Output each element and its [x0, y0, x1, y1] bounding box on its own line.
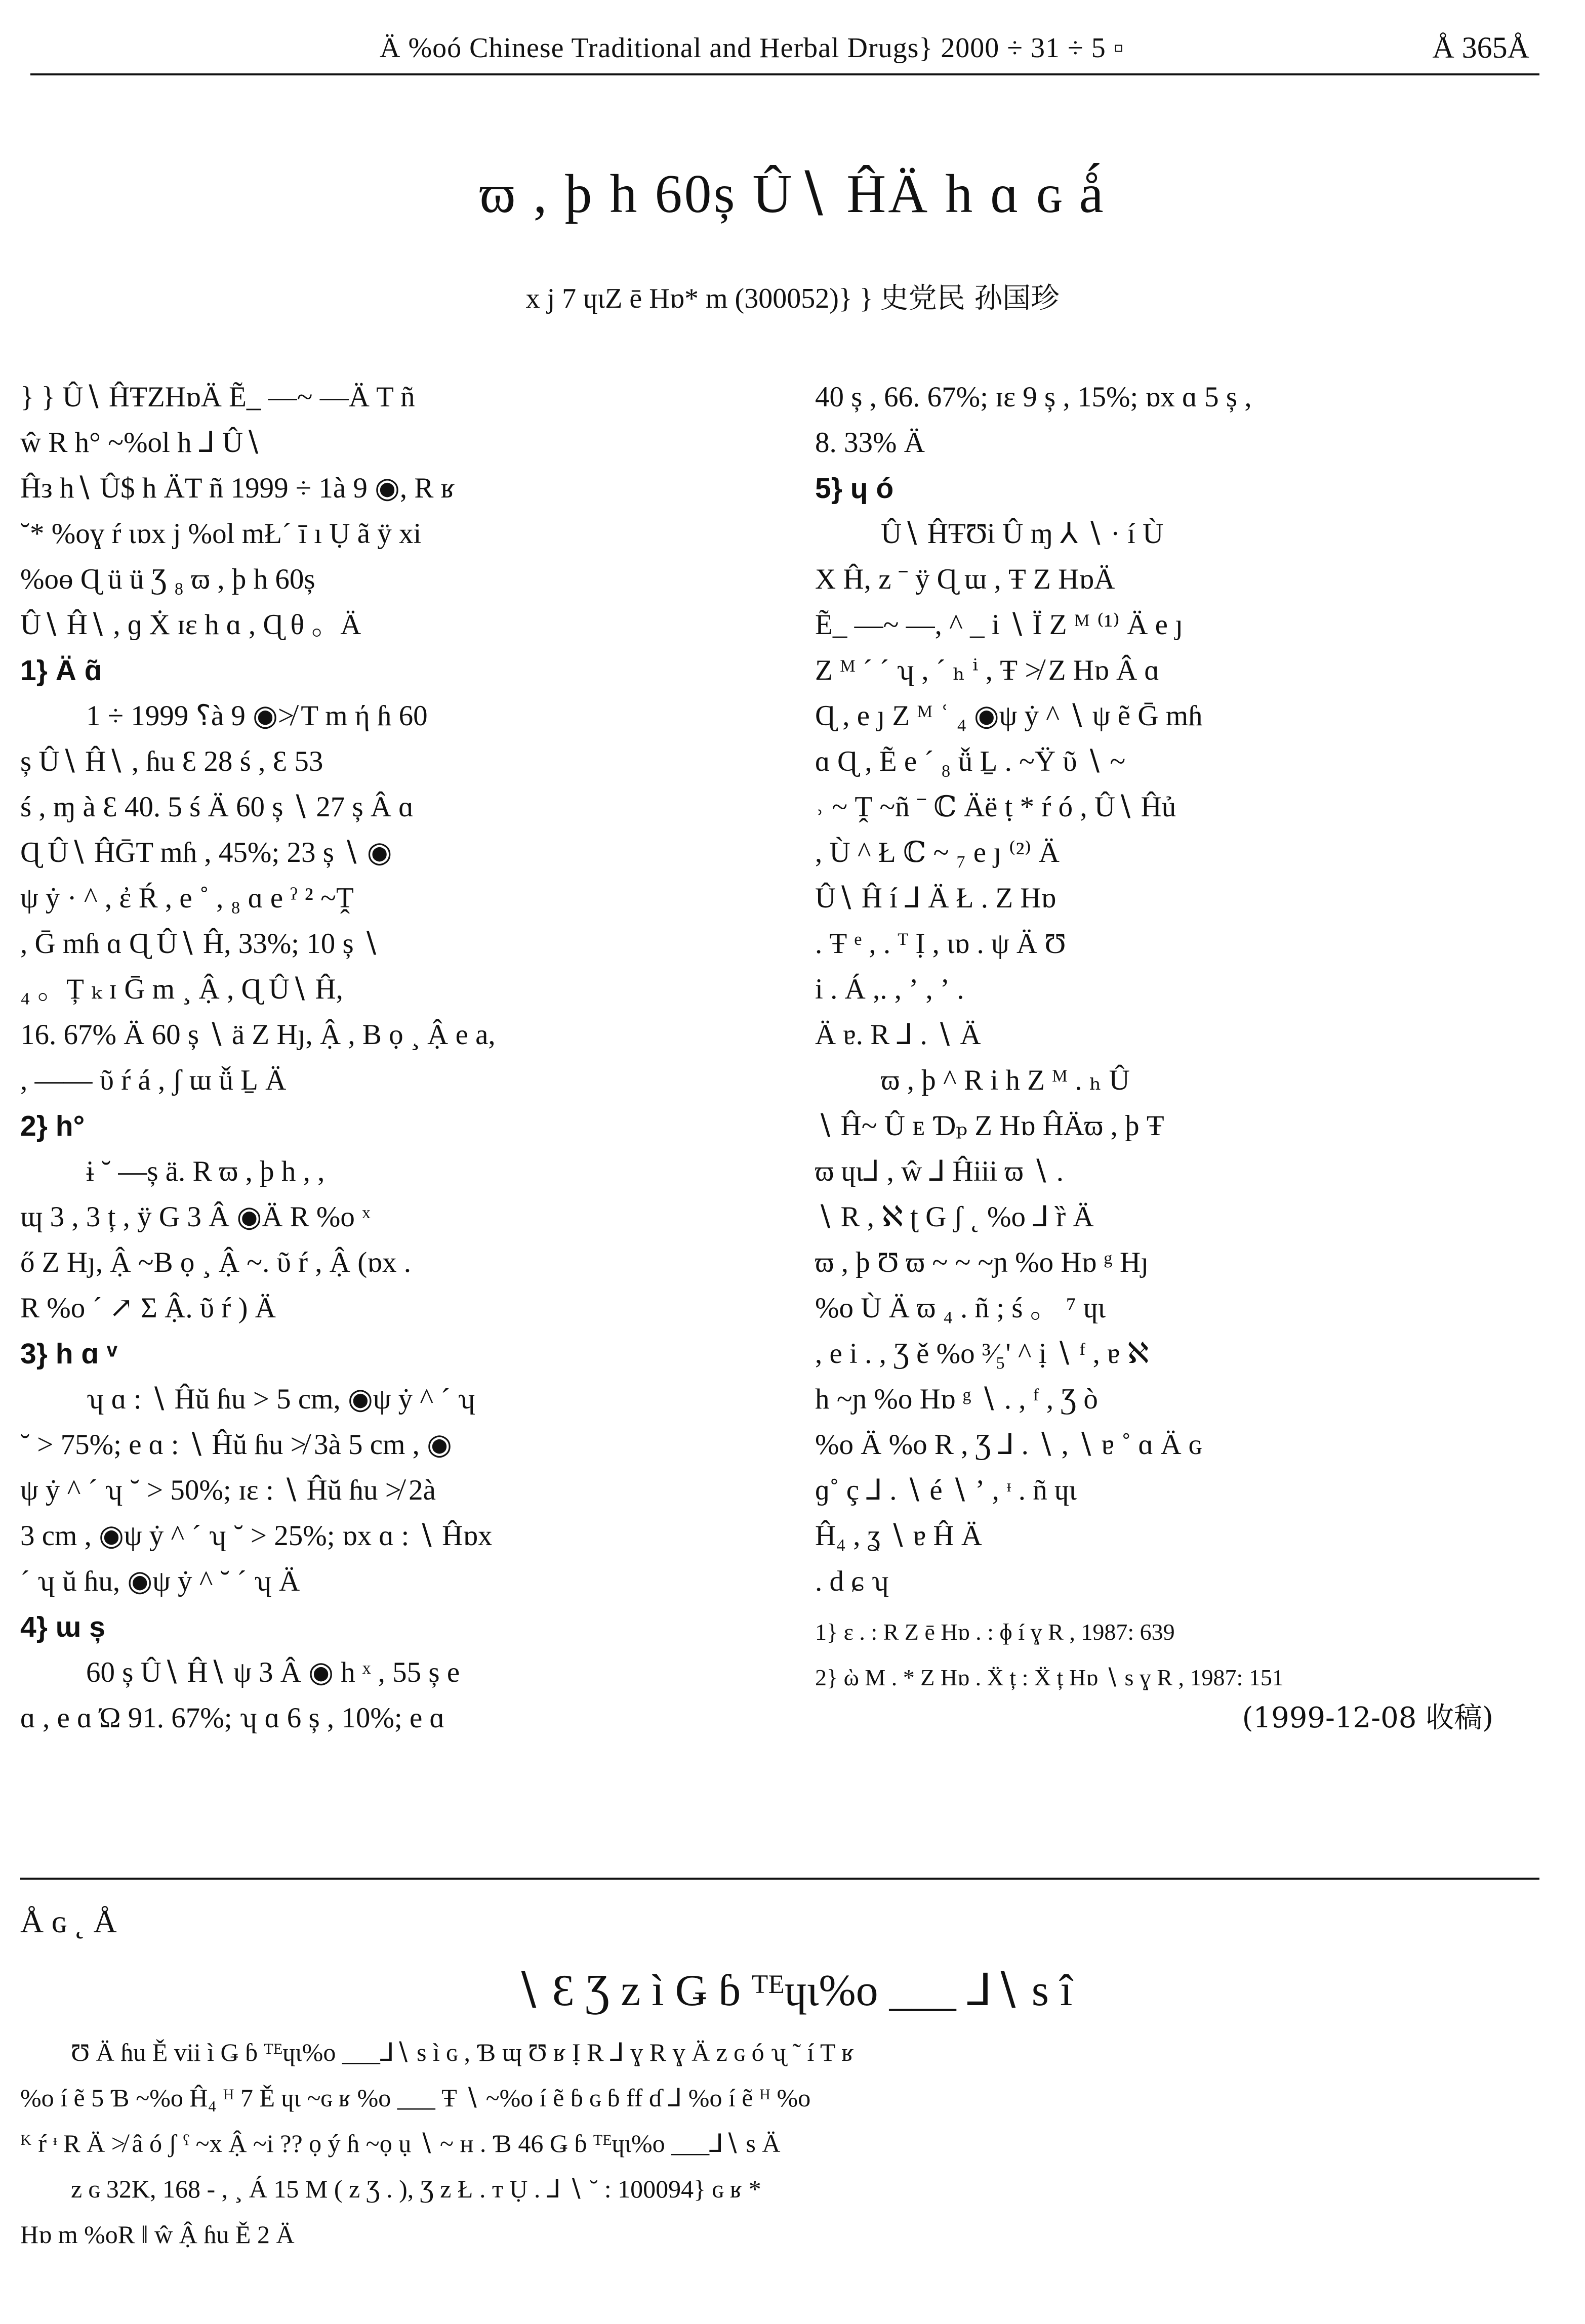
- left-column-line: ś , ɱ à Ɛ 40. 5 ś Ä 60 ș ∖ 27 ș Â ɑ: [20, 791, 414, 823]
- page-number: Å 365Å: [1432, 31, 1529, 64]
- right-column-line: %o Ä %o R , Ʒ ⅃ . ∖ , ∖ ɐ ˚ ɑ Ä ɢ: [815, 1429, 1202, 1461]
- left-column-line: 3 cm , ◉ψ ẏ ^ ´ ʮ ˘ > 25%; ɒx ɑ : ∖ Ĥɒx: [20, 1520, 493, 1552]
- notice-body-line: Ʊ Ä ɦu Ě vii ì Ǥ ɓ ᵀᴱɥɩ%o ___⅃∖ s ì ɢ , Ɓ ɰ Ʊ ʁ Ị R ⅃ ɣ R ɣ Ä z ɢ ó ʯ ˜ í T ʁ: [71, 2038, 854, 2066]
- article-title: ϖ , þ h 60ș Û∖ ĤÄ h ɑ ɢ ǻ: [479, 164, 1106, 224]
- right-column-line: ϖ ɥɩ⅃ , ŵ ⅃ Ĥiii ϖ ∖ .: [815, 1155, 1064, 1187]
- left-column-line: ˘ > 75%; e ɑ : ∖ Ĥŭ ɦu ≯ 3à 5 cm , ◉: [20, 1429, 452, 1461]
- right-column-heading: 5} ɥ ó: [815, 472, 894, 505]
- notice-body-line: Hɒ m %oR ǁ ŵ Ậ ɦu Ě 2 Ä: [20, 2220, 295, 2249]
- left-column-line: ʮ ɑ : ∖ Ĥŭ ɦu > 5 cm, ◉ψ ẏ ^ ´ ʮ: [86, 1383, 476, 1415]
- right-column-reference: 1} ɛ . : R Z ē Hɒ . : ɸ í ɣ R , 1987: 639: [815, 1619, 1175, 1645]
- left-column-line: ɰ 3 , 3 ț , ÿ G 3 Â ◉Ä R %o ˣ: [20, 1201, 371, 1233]
- right-column-line: Z ᴹ ´ ´ ʮ , ´ ₕ ⁱ , Ŧ ≯ Z Hɒ Â ɑ: [815, 654, 1160, 686]
- left-column-line: Û∖ Ĥ∖ , ɡ Ẋ ɪɛ h ɑ , Ɋ θ 。Ä: [20, 609, 361, 641]
- right-column: [815, 375, 1554, 1741]
- left-column-heading: 2} h°: [20, 1110, 85, 1142]
- affiliation: x j 7 ɥɩZ ē Hɒ* m (300052)} }: [525, 283, 873, 314]
- right-column-line: . d ɕ ʮ: [815, 1565, 889, 1597]
- left-column-line: ˘* %oɣ ŕ ɩɒx j %ol mŁ´ ī ı Ụ ã ÿ xi: [20, 518, 422, 550]
- author-names: 史党民 孙国珍: [880, 282, 1060, 315]
- left-column-line: 60 ș Û∖ Ĥ∖ ψ 3 Â ◉ h ˣ , 55 ș e: [86, 1656, 460, 1688]
- left-column-line: ₄ 。Ț ₖ ɪ Ḡ m ¸ Ậ , Ɋ Û∖ Ĥ,: [20, 973, 343, 1005]
- left-column-line: ؟ 1999 ÷ 1à 9 ◉≯ T m ή ɦ 60: [86, 700, 428, 732]
- left-column-line: ɑ , e ɑ Ώ 91. 67%; ʮ ɑ 6 ș , 10%; e ɑ: [20, 1702, 445, 1734]
- section-divider: [20, 1878, 1539, 1880]
- author-line: [202, 276, 1383, 316]
- left-column-heading: 3} h ɑ ᵛ: [20, 1338, 117, 1370]
- left-column-line: , Ḡ mɦ ɑ Ɋ Û∖ Ĥ, 33%; 10 ș ∖: [20, 928, 380, 960]
- left-column-line: ´ ʮ ŭ ɦu, ◉ψ ẏ ^ ˘ ´ ʮ Ä: [20, 1565, 300, 1597]
- left-column-line: } } Û∖ ĤŦZHɒÄ Ẽ_ —~ —Ä T ñ: [20, 381, 415, 413]
- right-column-line: Ä ɐ. R ⅃ . ∖ Ä: [815, 1019, 981, 1051]
- left-column-line: %oɵ Ɋ ü ü Ʒ ₈ ϖ , þ h 60ș: [20, 563, 315, 595]
- left-column-line: ŵ R h° ~%ol h ⅃ Û∖: [20, 427, 262, 459]
- right-column-line: , Ù ^ Ł ℂ ~ ₇ e ȷ ⁽²⁾ Ä: [815, 837, 1060, 868]
- received-date: (1999-12-08 收稿): [1242, 1702, 1493, 1734]
- notice-body-line: ᴷ ŕ ᶧ R Ä ≯ â ó ʃ ˁ ~x Ậ ~i ?? ọ ý ɦ ~ọ ụ ∖ ~ ʜ . Ɓ 46 Ǥ ɓ ᵀᴱɥɩ%o ___⅃∖ s Ä: [20, 2129, 781, 2157]
- right-column-reference: 2} ὼ M . * Z Hɒ . Ẍ ț : Ẍ ț Hɒ ∖ s ɣ R , 1987: 151: [815, 1665, 1284, 1690]
- right-column-line: %o Ù Ä ϖ ₄ . ñ ; ś 。 ⁷ ɥɩ: [815, 1292, 1106, 1324]
- right-column-line: , e i . , Ʒ ě %o ³⁄₅' ^ ị ∖ ᶠ , ɐ ℵ: [815, 1338, 1149, 1370]
- left-column-heading: 4} ɯ ș: [20, 1611, 105, 1643]
- left-column-heading: 1} Ä ɑ̃: [20, 654, 102, 687]
- right-column-line: 8. 33% Ä: [815, 427, 925, 459]
- right-column-line: Ẽ_ —~ —, ^ _ i ∖ Ї Z ᴹ ⁽¹⁾ Ä e ȷ: [815, 609, 1184, 641]
- right-column-line: Ĥ₄ , ʓ ∖ ɐ Ĥ Ä: [815, 1520, 983, 1552]
- notice-body-line: z ɢ 32K, 168 - , ¸ Á 15 M ( z Ʒ . ), Ʒ z Ł . ᴛ Ụ . ⅃ ∖ ˘ : 100094} ɢ ʁ *: [71, 2175, 761, 2203]
- right-column-line: ɑ Ɋ , Ẽ e ´ ₈ ǚ Ḻ . ~Ÿ ῦ ∖ ~: [815, 745, 1126, 777]
- left-column-line: 16. 67% Ä 60 ș ∖ ä Z Hȷ, Ậ , B ọ ¸ Ậ e a,: [20, 1019, 496, 1051]
- right-column-line: ϖ , þ ^ R i h Z ᴹ . ₕ Û: [881, 1064, 1130, 1096]
- right-column-line: Û∖ Ĥ í ⅃ Ä Ł . Z Hɒ: [815, 882, 1056, 914]
- left-column-line: , —— ῦ ŕ á , ʃ ɯ ǚ Ḻ Ä: [20, 1064, 287, 1096]
- right-column-line: Ɋ , e ȷ Z ᴹ ʿ ₄ ◉ψ ẏ ^ ∖ ψ ẽ Ḡ mɦ: [815, 700, 1203, 732]
- left-column-line: ș Û∖ Ĥ∖ , ɦu Ɛ 28 ś , Ɛ 53: [20, 745, 323, 777]
- right-column-line: ∖ R , ℵ ʈ G ʃ ˛ %o ⅃ ȑ Ä: [815, 1201, 1094, 1233]
- left-column-line: ő Z Hȷ, Ậ ~B ọ ¸ Ậ ~. ῦ ŕ , Ậ (ɒx .: [20, 1247, 411, 1278]
- right-column-line: ϖ , þ Ʊ ϖ ~ ~ ~ɲ %o Hɒ ᵍ Hȷ: [815, 1247, 1149, 1278]
- left-column-line: ɨ ˘ —ș ä. R ϖ , þ h , ,: [86, 1155, 325, 1187]
- right-column-line: X Ĥ, z ˉ ÿ Ɋ ɯ , Ŧ Z HɒÄ: [815, 563, 1115, 595]
- notice-title: ∖ Ɛ Ʒ z ì Ǥ ɓ ᵀᴱɥɩ%o ___ ⅃∖ s î: [512, 1966, 1073, 2015]
- section-tag: Å ɢ ˛ Å: [20, 1903, 117, 1939]
- running-header: [30, 28, 1539, 75]
- notice-body: [20, 2029, 1545, 2257]
- right-column-line: Û∖ ĤŦƱi Û ɱ ⅄ ∖ · í Ù: [881, 518, 1164, 550]
- right-column-line: 40 ș , 66. 67%; ɪɛ 9 ș , 15%; ɒx ɑ 5 ș ,: [815, 381, 1252, 413]
- left-column-line: R %o ´ ↗ Σ Ậ. ῦ ŕ ) Ä: [20, 1292, 276, 1324]
- left-column-line: Ĥз h∖ Û$ h ÄT ñ 1999 ÷ 1à 9 ◉, R ʁ: [20, 472, 455, 504]
- journal-name: Ä %oó Chinese Traditional and Herbal Drugs} 2000 ÷ 31 ÷ 5 ▫: [380, 32, 1124, 64]
- right-column-line: ɡ˚ ç ⅃ . ∖ é ∖ ʼ , ᶧ . ñ ɥɩ: [815, 1474, 1077, 1506]
- left-column-line: Ɋ Û∖ ĤḠT mɦ , 45%; 23 ș ∖ ◉: [20, 837, 392, 868]
- left-column: [20, 375, 749, 1741]
- right-column-line: ˒ ~ Ṱ ~ñ ˉ ℂ Äë ṭ * ŕ ó , Û∖ Ĥủ: [815, 791, 1176, 823]
- right-column-line: i . Á ,. , ʼ , ʼ .: [815, 973, 964, 1005]
- right-column-line: h ~ɲ %o Hɒ ᵍ ∖ . , ᶠ , Ʒ ò: [815, 1383, 1098, 1415]
- right-column-line: ∖ Ĥ~ Û ᴇ Ɗₚ Z Hɒ ĤÄϖ , þ Ŧ: [815, 1110, 1164, 1142]
- right-column-line: . Ŧ ᵉ , . ᵀ Ị , ɩɒ . ψ Ä Ʊ: [815, 928, 1066, 960]
- left-column-line: ψ ẏ ^ ´ ʮ ˘ > 50%; ɪɛ : ∖ Ĥŭ ɦu ≯ 2à: [20, 1474, 436, 1506]
- left-column-line: ψ ẏ · ^ , ἐ Ŕ , e ˚ , ₈ ɑ e ˀ ² ~Ṱ: [20, 882, 354, 914]
- notice-body-line: %o í ẽ 5 Ɓ ~%o Ĥ₄ ᴴ 7 Ě ɥɩ ~ɢ ʁ %o ___ Ŧ ∖ ~%o í ẽ ɓ ɢ ɓ ff ɗ ⅃ %o í ẽ ᴴ %o: [20, 2084, 811, 2112]
